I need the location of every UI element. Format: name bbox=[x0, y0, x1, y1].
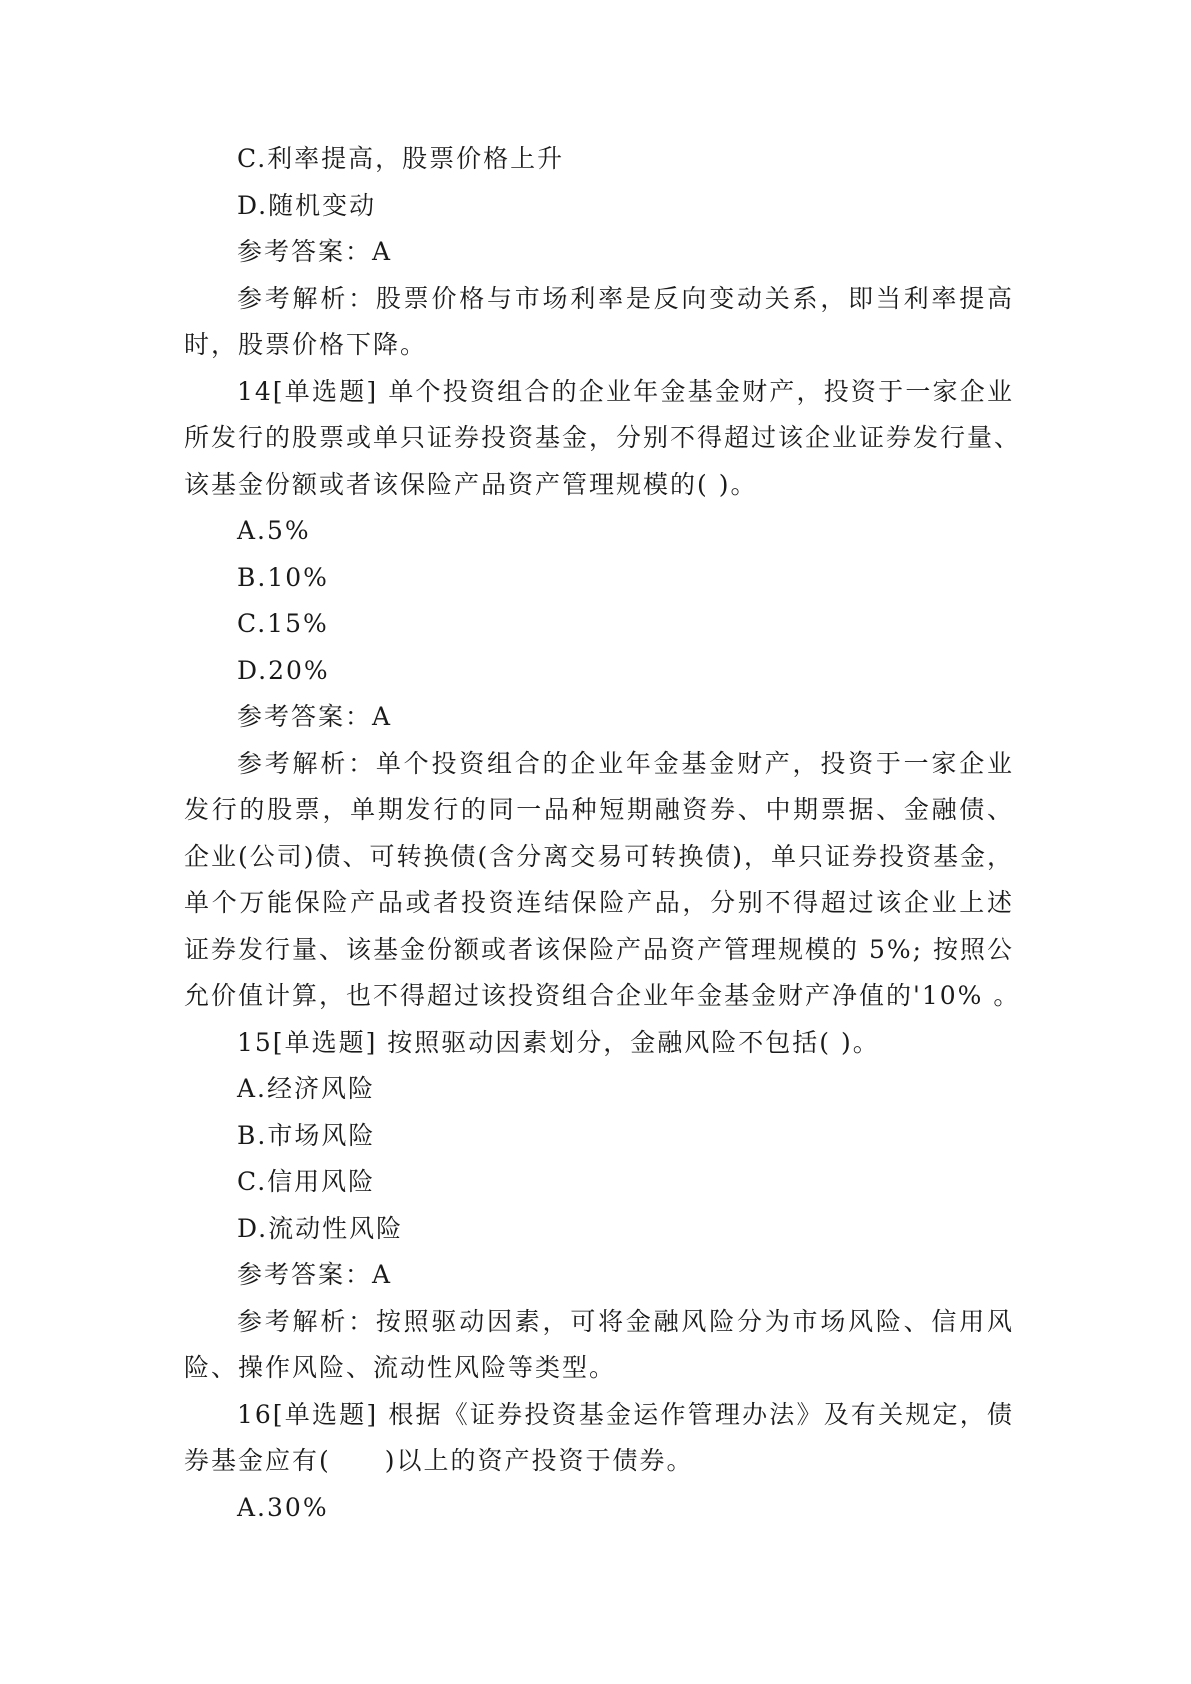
text-line: D.流动性风险 bbox=[237, 1213, 404, 1243]
text-line: 险、操作风险、流动性风险等类型。 bbox=[184, 1353, 617, 1382]
text-line: 参考解析：按照驱动因素，可将金融风险分为市场风险、信用风 bbox=[237, 1306, 1014, 1336]
text-line: A.5% bbox=[237, 516, 311, 545]
text-line: 16[单选题] 根据《证券投资基金运作管理办法》及有关规定，债 bbox=[237, 1399, 1014, 1429]
text-line: B.10% bbox=[237, 562, 329, 592]
text-line: A.30% bbox=[237, 1492, 329, 1522]
text-line: 参考解析：股票价格与市场利率是反向变动关系，即当利率提高 bbox=[237, 283, 1014, 313]
text-line: 发行的股票，单期发行的同一品种短期融资券、中期票据、金融债、 bbox=[184, 795, 1014, 824]
text-line: C.利率提高，股票价格上升 bbox=[237, 144, 565, 173]
text-line: 15[单选题] 按照驱动因素划分，金融风险不包括( )。 bbox=[237, 1027, 880, 1057]
text-line: 时，股票价格下降。 bbox=[184, 330, 428, 359]
text-line: C.15% bbox=[237, 609, 329, 638]
text-line: 参考答案：A bbox=[237, 702, 393, 731]
text-line: 14[单选题] 单个投资组合的企业年金基金财产，投资于一家企业 bbox=[237, 376, 1014, 406]
text-line: D.随机变动 bbox=[237, 190, 377, 220]
text-line: 参考答案：A bbox=[237, 237, 393, 266]
text-line: A.经济风险 bbox=[237, 1074, 376, 1103]
text-line: D.20% bbox=[237, 655, 330, 685]
text-line: B.市场风险 bbox=[237, 1120, 376, 1150]
text-line: 券基金应有( )以上的资产投资于债券。 bbox=[184, 1446, 694, 1475]
text-line: 单个万能保险产品或者投资连结保险产品，分别不得超过该企业上述 bbox=[184, 888, 1014, 917]
document-page bbox=[184, 136, 1022, 1531]
text-line: 所发行的股票或单只证券投资基金，分别不得超过该企业证券发行量、 bbox=[184, 423, 1022, 452]
text-line: 该基金份额或者该保险产品资产管理规模的( )。 bbox=[184, 469, 758, 499]
text-line: 参考答案：A bbox=[237, 1260, 393, 1289]
text-line: 企业(公司)债、可转换债(含分离交易可转换债)，单只证券投资基金， bbox=[184, 841, 1015, 871]
text-line: 参考解析：单个投资组合的企业年金基金财产，投资于一家企业 bbox=[237, 748, 1014, 778]
text-line: C.信用风险 bbox=[237, 1167, 376, 1196]
text-line: 允价值计算，也不得超过该投资组合企业年金基金财产净值的'10% 。 bbox=[184, 981, 1021, 1010]
text-line: 证券发行量、该基金份额或者该保险产品资产管理规模的 5%; 按照公 bbox=[184, 934, 1014, 964]
